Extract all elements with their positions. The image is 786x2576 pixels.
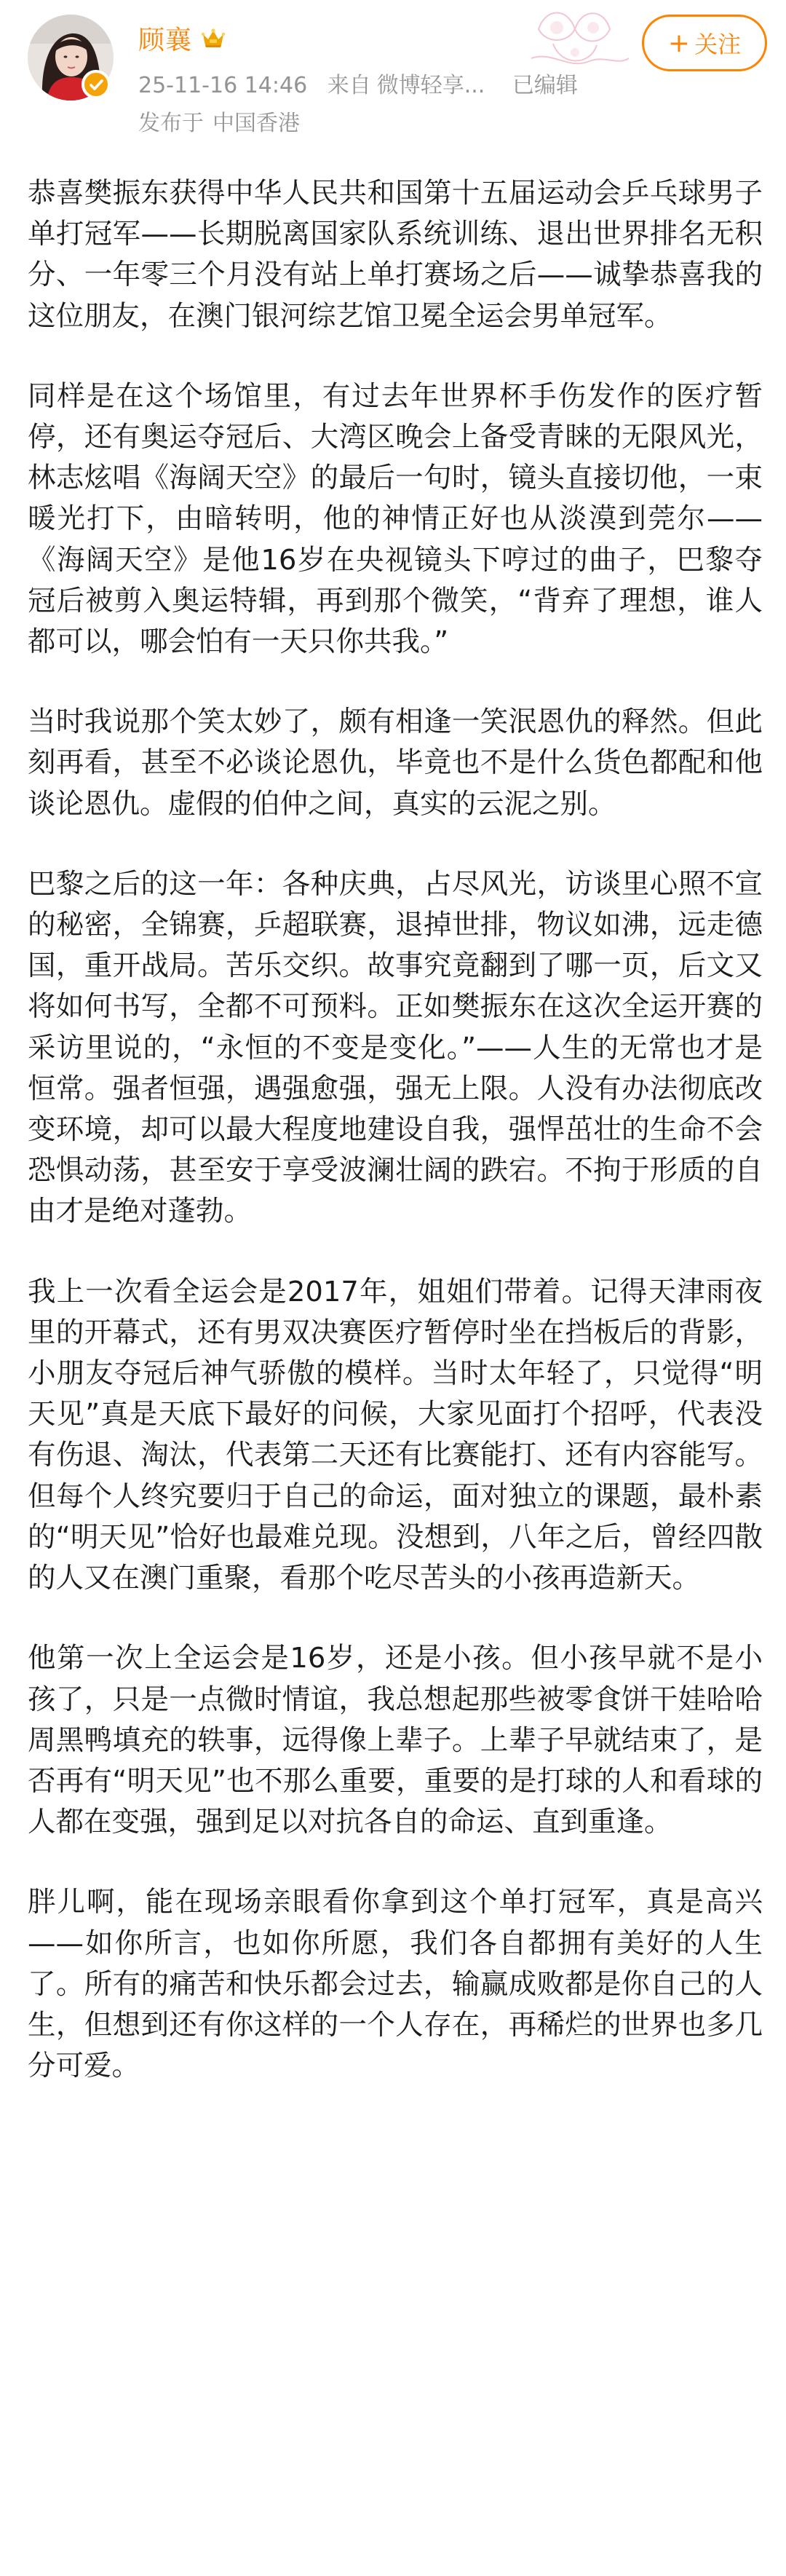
crown-icon bbox=[201, 27, 226, 49]
username[interactable]: 顾襄 bbox=[138, 25, 193, 55]
post-paragraph-5: 我上一次看全运会是2017年，姐姐们带着。记得天津雨夜里的开幕式，还有男双决赛医疗暂停时坐在挡板后的背影，小朋友夺冠后神气骄傲的模样。当时太年轻了，只觉得“明天见”真是天底下最好的问候，大家见面打个招呼，代表没有伤退、淘汰，代表第二天还有比赛能打、还有内容能写。但每个人终究要归于自己的命运，面对独立的课题，最朴素的“明天见”恰好也最难兑现。没想到，八年之后，曾经四散的人又在澳门重聚，看那个吃尽苦头的小孩再造新天。 bbox=[28, 1275, 763, 1595]
plus-icon: + bbox=[667, 28, 691, 58]
post-paragraph-6: 他第一次上全运会是16岁，还是小孩。但小孩早就不是小孩了，只是一点微时情谊，我总想起那些被零食饼干娃哈哈周黑鸭填充的轶事，远得像上辈子。上辈子早就结束了，是否再有“明天见”也不那么重要，重要的是打球的人和看球的人都在变强，强到足以对抗各自的命运、直到重逢。 bbox=[28, 1642, 763, 1839]
source-link[interactable]: 微博轻享... bbox=[376, 73, 485, 98]
post-paragraph-1: 恭喜樊振东获得中华人民共和国第十五届运动会乒乓球男子单打冠军——长期脱离国家队系统训练、退出世界排名无积分、一年零三个月没有站上单打赛场之后——诚挚恭喜我的这位朋友，在澳门银河综艺馆卫冕全运会男单冠军。 bbox=[28, 177, 763, 333]
post-paragraph-2: 同样是在这个场馆里，有过去年世界杯手伤发作的医疗暂停，还有奥运夺冠后、大湾区晚会上备受青睐的无限风光，林志炫唱《海阔天空》的最后一句时，镜头直接切他，一束暖光打下，由暗转明，他的神情正好也从淡漠到莞尔——《海阔天空》是他16岁在央视镜头下哼过的曲子，巴黎夺冠后被剪入奥运特辑，再到那个微笑，“背弃了理想，谁人都可以，哪会怕有一天只你共我。” bbox=[28, 379, 763, 659]
follow-button-label: 关注 bbox=[694, 31, 742, 58]
location-prefix: 发布于 bbox=[138, 111, 204, 136]
post-paragraph-3: 当时我说那个笑太妙了，颇有相逢一笑泯恩仇的释然。但此刻再看，甚至不必谈论恩仇，毕竟也不是什么货色都配和他谈论恩仇。虚假的伯仲之间，真实的云泥之别。 bbox=[28, 706, 763, 821]
post-paragraph-7: 胖儿啊，能在现场亲眼看你拿到这个单打冠军，真是高兴——如你所言，也如你所愿，我们各自都拥有美好的人生了。所有的痛苦和快乐都会过去，输赢成败都是你自己的人生，但想到还有你这样的一个人存在，再稀烂的世界也多几分可爱。 bbox=[28, 1886, 763, 2083]
follow-button[interactable] bbox=[642, 15, 767, 71]
post-body bbox=[28, 173, 763, 2087]
edited-label[interactable]: 已编辑 bbox=[512, 73, 578, 98]
username-row bbox=[138, 17, 226, 58]
verified-badge-icon bbox=[82, 70, 111, 99]
post-header bbox=[0, 0, 786, 146]
source-prefix: 来自 bbox=[327, 73, 371, 98]
timestamp: 25-11-16 14:46 bbox=[138, 73, 308, 98]
post-meta bbox=[138, 67, 591, 99]
location-text: 中国香港 bbox=[213, 111, 300, 136]
post-location bbox=[138, 105, 309, 137]
decoration-flower-icon bbox=[524, 0, 633, 80]
post-paragraph-4: 巴黎之后的这一年：各种庆典，占尽风光，访谈里心照不宣的秘密，全锦赛，乒超联赛，退掉世排，物议如沸，远走德国，重开战局。苦乐交织。故事究竟翻到了哪一页，后文又将如何书写，全都不可预料。正如樊振东在这次全运开赛的采访里说的，“永恒的不变是变化。”——人生的无常也才是恒常。强者恒强，遇强愈强，强无上限。人没有办法彻底改变环境，却可以最大程度地建设自我，强悍茁壮的生命不会恐惧动荡，甚至安于享受波澜壮阔的跌宕。不拘于形质的自由才是绝对蓬勃。 bbox=[28, 867, 763, 1228]
